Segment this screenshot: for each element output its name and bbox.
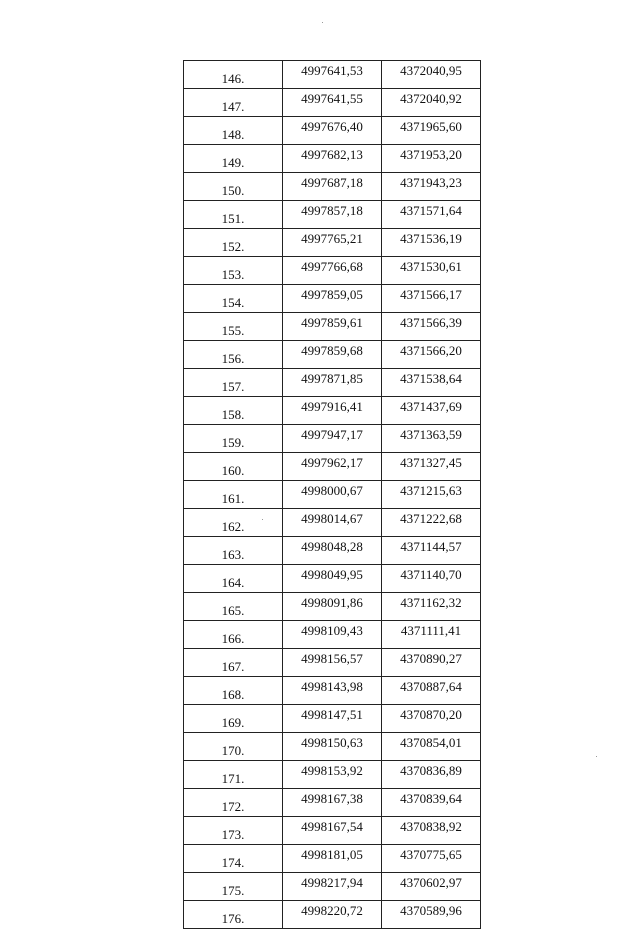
x-coordinate-cell: 4997947,17 <box>283 425 382 453</box>
point-number-cell: 165. <box>184 593 283 621</box>
x-coordinate-cell: 4998048,28 <box>283 537 382 565</box>
table-row <box>184 341 481 369</box>
y-coordinate-cell: 4370890,27 <box>382 649 481 677</box>
table-row <box>184 397 481 425</box>
point-number-cell: 161. <box>184 481 283 509</box>
point-number-cell: 157. <box>184 369 283 397</box>
point-number-cell: 151. <box>184 201 283 229</box>
y-coordinate-cell: 4371327,45 <box>382 453 481 481</box>
point-number-cell: 149. <box>184 145 283 173</box>
x-coordinate-cell: 4997962,17 <box>283 453 382 481</box>
table-row <box>184 705 481 733</box>
point-number-cell: 146. <box>184 61 283 89</box>
y-coordinate-cell: 4371965,60 <box>382 117 481 145</box>
x-coordinate-cell: 4998181,05 <box>283 845 382 873</box>
y-coordinate-cell: 4370854,01 <box>382 733 481 761</box>
table-row <box>184 453 481 481</box>
x-coordinate-cell: 4998153,92 <box>283 761 382 789</box>
point-number-cell: 167. <box>184 649 283 677</box>
table-row <box>184 145 481 173</box>
table-row <box>184 733 481 761</box>
point-number-cell: 175. <box>184 873 283 901</box>
table-row <box>184 621 481 649</box>
point-number-cell: 164. <box>184 565 283 593</box>
point-number-cell: 148. <box>184 117 283 145</box>
x-coordinate-cell: 4998147,51 <box>283 705 382 733</box>
table-row <box>184 593 481 621</box>
point-number-cell: 176. <box>184 901 283 929</box>
point-number-cell: 160. <box>184 453 283 481</box>
y-coordinate-cell: 4370775,65 <box>382 845 481 873</box>
table-row <box>184 201 481 229</box>
point-number-cell: 163. <box>184 537 283 565</box>
x-coordinate-cell: 4997859,05 <box>283 285 382 313</box>
y-coordinate-cell: 4370838,92 <box>382 817 481 845</box>
point-number-cell: 169. <box>184 705 283 733</box>
y-coordinate-cell: 4371536,19 <box>382 229 481 257</box>
table-row <box>184 873 481 901</box>
y-coordinate-cell: 4371162,32 <box>382 593 481 621</box>
point-number-cell: 155. <box>184 313 283 341</box>
table-row <box>184 285 481 313</box>
x-coordinate-cell: 4998109,43 <box>283 621 382 649</box>
y-coordinate-cell: 4371943,23 <box>382 173 481 201</box>
y-coordinate-cell: 4372040,95 <box>382 61 481 89</box>
point-number-cell: 162. <box>184 509 283 537</box>
y-coordinate-cell: 4370870,20 <box>382 705 481 733</box>
y-coordinate-cell: 4370602,97 <box>382 873 481 901</box>
x-coordinate-cell: 4997859,68 <box>283 341 382 369</box>
x-coordinate-cell: 4998167,54 <box>283 817 382 845</box>
table-row <box>184 61 481 89</box>
point-number-cell: 166. <box>184 621 283 649</box>
point-number-cell: 174. <box>184 845 283 873</box>
scan-speck <box>596 756 597 757</box>
x-coordinate-cell: 4998049,95 <box>283 565 382 593</box>
y-coordinate-cell: 4371144,57 <box>382 537 481 565</box>
y-coordinate-cell: 4371538,64 <box>382 369 481 397</box>
table-row <box>184 565 481 593</box>
table-row <box>184 173 481 201</box>
y-coordinate-cell: 4371566,39 <box>382 313 481 341</box>
x-coordinate-cell: 4998014,67 <box>283 509 382 537</box>
point-number-cell: 154. <box>184 285 283 313</box>
table-row <box>184 789 481 817</box>
x-coordinate-cell: 4997859,61 <box>283 313 382 341</box>
point-number-cell: 173. <box>184 817 283 845</box>
table-row <box>184 313 481 341</box>
x-coordinate-cell: 4998220,72 <box>283 901 382 929</box>
point-number-cell: 168. <box>184 677 283 705</box>
x-coordinate-cell: 4997687,18 <box>283 173 382 201</box>
y-coordinate-cell: 4371222,68 <box>382 509 481 537</box>
coordinates-table <box>183 60 481 929</box>
x-coordinate-cell: 4998143,98 <box>283 677 382 705</box>
y-coordinate-cell: 4371363,59 <box>382 425 481 453</box>
x-coordinate-cell: 4997641,55 <box>283 89 382 117</box>
x-coordinate-cell: 4997916,41 <box>283 397 382 425</box>
point-number-cell: 171. <box>184 761 283 789</box>
y-coordinate-cell: 4371437,69 <box>382 397 481 425</box>
table-row <box>184 481 481 509</box>
table-row <box>184 89 481 117</box>
coordinates-table-body <box>184 61 481 929</box>
x-coordinate-cell: 4998091,86 <box>283 593 382 621</box>
x-coordinate-cell: 4997676,40 <box>283 117 382 145</box>
x-coordinate-cell: 4998217,94 <box>283 873 382 901</box>
table-row <box>184 537 481 565</box>
x-coordinate-cell: 4997871,85 <box>283 369 382 397</box>
point-number-cell: 150. <box>184 173 283 201</box>
table-row <box>184 117 481 145</box>
x-coordinate-cell: 4997765,21 <box>283 229 382 257</box>
y-coordinate-cell: 4370887,64 <box>382 677 481 705</box>
y-coordinate-cell: 4371140,70 <box>382 565 481 593</box>
table-row <box>184 369 481 397</box>
y-coordinate-cell: 4370839,64 <box>382 789 481 817</box>
y-coordinate-cell: 4370589,96 <box>382 901 481 929</box>
point-number-cell: 156. <box>184 341 283 369</box>
y-coordinate-cell: 4371566,17 <box>382 285 481 313</box>
point-number-cell: 159. <box>184 425 283 453</box>
point-number-cell: 152. <box>184 229 283 257</box>
table-row <box>184 229 481 257</box>
y-coordinate-cell: 4371530,61 <box>382 257 481 285</box>
x-coordinate-cell: 4998167,38 <box>283 789 382 817</box>
table-row <box>184 761 481 789</box>
table-row <box>184 649 481 677</box>
y-coordinate-cell: 4371215,63 <box>382 481 481 509</box>
point-number-cell: 170. <box>184 733 283 761</box>
point-number-cell: 172. <box>184 789 283 817</box>
scan-speck <box>322 22 323 23</box>
y-coordinate-cell: 4371111,41 <box>382 621 481 649</box>
table-row <box>184 425 481 453</box>
table-row <box>184 509 481 537</box>
x-coordinate-cell: 4998156,57 <box>283 649 382 677</box>
point-number-cell: 158. <box>184 397 283 425</box>
x-coordinate-cell: 4997857,18 <box>283 201 382 229</box>
x-coordinate-cell: 4998150,63 <box>283 733 382 761</box>
y-coordinate-cell: 4371953,20 <box>382 145 481 173</box>
table-row <box>184 845 481 873</box>
y-coordinate-cell: 4371566,20 <box>382 341 481 369</box>
point-number-cell: 153. <box>184 257 283 285</box>
x-coordinate-cell: 4997766,68 <box>283 257 382 285</box>
table-row <box>184 817 481 845</box>
x-coordinate-cell: 4997641,53 <box>283 61 382 89</box>
y-coordinate-cell: 4371571,64 <box>382 201 481 229</box>
table-row <box>184 677 481 705</box>
point-number-cell: 147. <box>184 89 283 117</box>
y-coordinate-cell: 4372040,92 <box>382 89 481 117</box>
table-row <box>184 901 481 929</box>
table-row <box>184 257 481 285</box>
x-coordinate-cell: 4997682,13 <box>283 145 382 173</box>
x-coordinate-cell: 4998000,67 <box>283 481 382 509</box>
y-coordinate-cell: 4370836,89 <box>382 761 481 789</box>
